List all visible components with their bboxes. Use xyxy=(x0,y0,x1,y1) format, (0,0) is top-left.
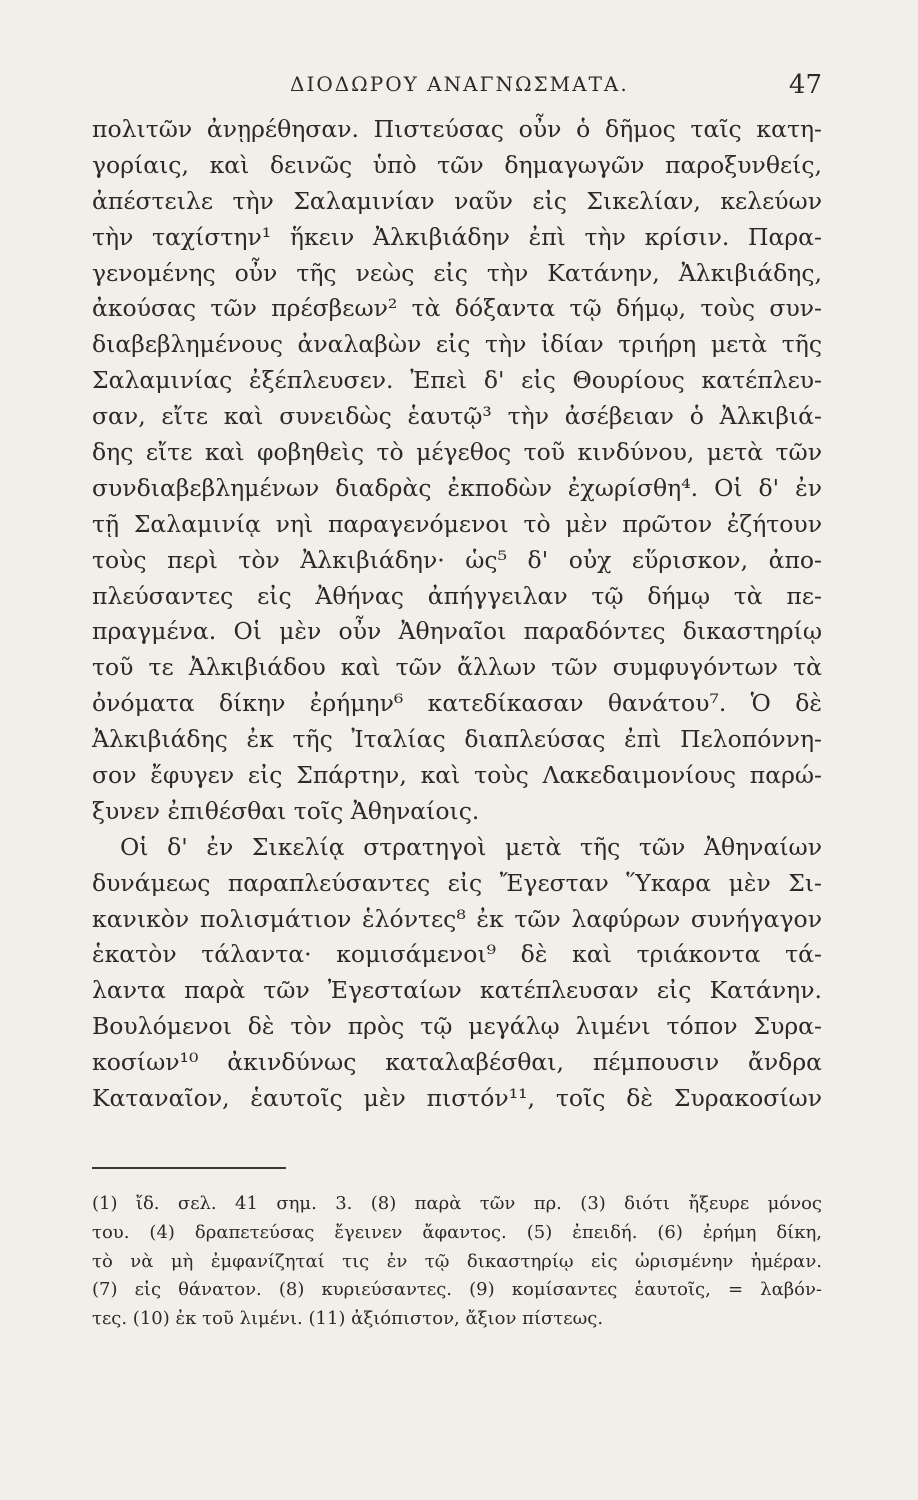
body-line: Καταναῖον, ἑαυτοῖς μὲν πιστόν¹¹, τοῖς δὲ Συρακοσίων xyxy=(92,1084,822,1113)
body-line: σαν, εἴτε καὶ συνειδὼς ἑαυτῷ³ τὴν ἀσέβειαν ὁ Ἀλκιβιά- xyxy=(92,402,822,431)
footnotes xyxy=(92,1190,822,1334)
body-line: τῇ Σαλαμινίᾳ νηὶ παραγενόμενοι τὸ μὲν πρῶτον ἐζήτουν xyxy=(92,509,822,538)
body-line: πλεύσαντες εἰς Ἀθήνας ἀπήγγειλαν τῷ δήμῳ τὰ πε- xyxy=(92,581,822,610)
body-line: τὴν ταχίστην¹ ἥκειν Ἀλκιβιάδην ἐπὶ τὴν κρίσιν. Παρα- xyxy=(92,222,822,251)
body-line: Ἀλκιβιάδης ἐκ τῆς Ἰταλίας διαπλεύσας ἐπὶ Πελοπόννη- xyxy=(92,725,822,754)
body-line: ἑκατὸν τάλαντα· κομισάμενοι⁹ δὲ καὶ τριάκοντα τά- xyxy=(92,940,822,969)
body-line: ἀκούσας τῶν πρέσβεων² τὰ δόξαντα τῷ δήμῳ, τοὺς συν- xyxy=(92,294,822,323)
body-line: πολιτῶν ἀνῃρέθησαν. Πιστεύσας οὖν ὁ δῆμος ταῖς κατη- xyxy=(92,115,822,143)
body-line: κανικὸν πολισμάτιον ἑλόντες⁸ ἐκ τῶν λαφύρων συνήγαγον xyxy=(92,904,822,933)
body-line: τοῦ τε Ἀλκιβιάδου καὶ τῶν ἄλλων τῶν συμφυγόντων τὰ xyxy=(92,653,822,682)
body-line: δυνάμεως παραπλεύσαντες εἰς Ἔγεσταν Ὕκαρα μὲν Σι- xyxy=(92,868,822,897)
body-line: σον ἔφυγεν εἰς Σπάρτην, καὶ τοὺς Λακεδαιμονίους παρώ- xyxy=(92,761,822,790)
body-line: Βουλόμενοι δὲ τὸν πρὸς τῷ μεγάλῳ λιμένι τόπον Συρα- xyxy=(92,1012,822,1041)
body-line: δης εἴτε καὶ φοβηθεὶς τὸ μέγεθος τοῦ κινδύνου, μετὰ τῶν xyxy=(92,438,822,467)
footnote-line: (1) ἴδ. σελ. 41 σημ. 3. (8) παρὰ τῶν πρ. (3) διότι ἤξευρε μόνος xyxy=(92,1193,822,1214)
body-line: λαντα παρὰ τῶν Ἐγεσταίων κατέπλευσαν εἰς Κατάνην. xyxy=(92,976,822,1005)
footnote-line: (7) εἰς θάνατον. (8) κυριεύσαντες. (9) κομίσαντες ἑαυτοῖς, = λαβόν- xyxy=(92,1279,822,1301)
running-head xyxy=(92,70,822,110)
footnote-divider xyxy=(92,1167,286,1169)
footnote-line: τες. (10) ἐκ τοῦ λιμένι. (11) ἀξιόπιστον, ἄξιον πίστεως. xyxy=(92,1308,604,1330)
body-line: ἀπέστειλε τὴν Σαλαμινίαν ναῦν εἰς Σικελίαν, κελεύων xyxy=(92,186,822,215)
body-line: γενομένης οὖν τῆς νεὼς εἰς τὴν Κατάνην, Ἀλκιβιάδης, xyxy=(92,258,822,287)
page-number: 47 xyxy=(788,70,822,100)
body-line: γορίαις, καὶ δεινῶς ὑπὸ τῶν δημαγωγῶν παροξυνθείς, xyxy=(92,150,822,179)
paragraph-start-line: Οἱ δ' ἐν Σικελίᾳ στρατηγοὶ μετὰ τῆς τῶν Ἀθηναίων xyxy=(120,832,822,861)
body-text xyxy=(92,112,822,1117)
body-line: τοὺς περὶ τὸν Ἀλκιβιάδην· ὡς⁵ δ' οὐχ εὕρισκον, ἀπο- xyxy=(92,545,822,574)
body-line: συνδιαβεβλημένων διαδρὰς ἐκποδὼν ἐχωρίσθη⁴. Οἱ δ' ἐν xyxy=(92,473,822,502)
paragraph-end-line: ξυνεν ἐπιθέσθαι τοῖς Ἀθηναίοις. xyxy=(92,796,480,825)
running-title: ΔΙΟΔΩΡΟΥ ΑΝΑΓΝΩΣΜΑΤΑ. xyxy=(290,72,629,96)
body-line: Σαλαμινίας ἐξέπλευσεν. Ἐπεὶ δ' εἰς Θουρίους κατέπλευ- xyxy=(92,366,822,395)
body-line: διαβεβλημένους ἀναλαβὼν εἰς τὴν ἰδίαν τριήρη μετὰ τῆς xyxy=(92,330,822,359)
body-line: κοσίων¹⁰ ἀκινδύνως καταλαβέσθαι, πέμπουσιν ἄνδρα xyxy=(92,1048,822,1077)
footnote-line: του. (4) δραπετεύσας ἔγεινεν ἄφαντος. (5) ἐπειδή. (6) ἐρήμη δίκη, xyxy=(92,1221,822,1243)
body-line: πραγμένα. Οἱ μὲν οὖν Ἀθηναῖοι παραδόντες δικαστηρίῳ xyxy=(92,617,822,646)
body-line: ὀνόματα δίκην ἐρήμην⁶ κατεδίκασαν θανάτου⁷. Ὁ δὲ xyxy=(92,689,822,718)
footnote-line: τὸ νὰ μὴ ἐμφανίζηταί τις ἐν τῷ δικαστηρίῳ εἰς ὡρισμένην ἡμέραν. xyxy=(92,1250,822,1272)
